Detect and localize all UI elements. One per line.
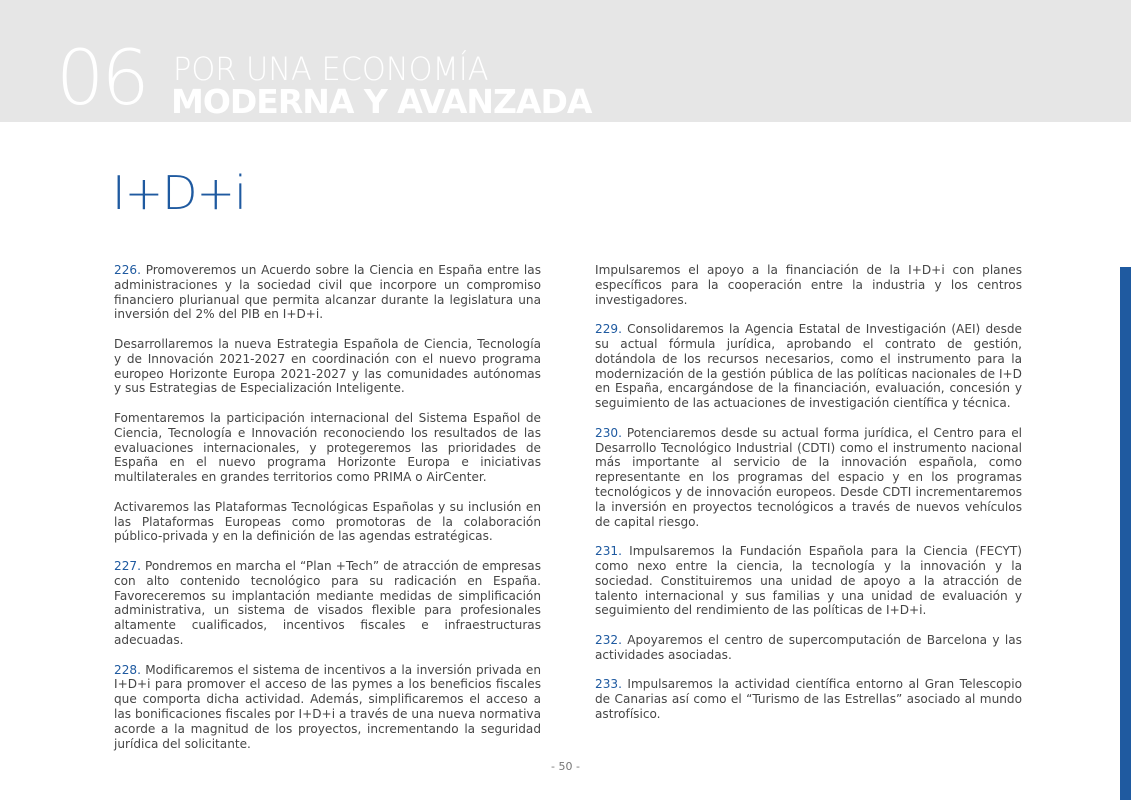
paragraph-text: Fomentaremos la participación internacional del Sistema Español de Ciencia, Tecnología e Innovación reconociendo los resultados de las evaluaciones internacionales, y protegeremos las prioridades de España en el nuevo programa Horizonte Europa e iniciativas multilaterales en grandes territorios como PRIMA o AirCenter. bbox=[114, 410, 541, 485]
item-number: 231. bbox=[595, 544, 622, 559]
paragraph bbox=[114, 500, 541, 544]
paragraph-text: Impulsaremos la Fundación Española para la Ciencia (FECYT) como nexo entre la ciencia, la tecnología y la innovación y la sociedad. Constituiremos una unidad de apoyo a la atracción de talento internacional y sus familias y una unidad de evaluación y seguimiento del rendimiento de las políticas de I+D+i. bbox=[595, 544, 1022, 618]
section-title: I+D+i bbox=[112, 166, 246, 220]
chapter-number: 06 bbox=[56, 33, 147, 122]
paragraph-text: Pondremos en marcha el “Plan +Tech” de atracción de empresas con alto contenido tecnológico para su radicación en España. Favoreceremos su implantación mediante medidas de simplificación administrativa, un sistema de visados flexible para profesionales altamente cualificados, incentivos fiscales e infraestructuras adecuadas. bbox=[114, 558, 541, 647]
paragraph-text: Desarrollaremos la nueva Estrategia Española de Ciencia, Tecnología y de Innovación 2021-2027 en coordinación con el nuevo programa europeo Horizonte Europa 2021-2027 y las comunidades autónomas y sus Estrategias de Especialización Inteligente. bbox=[114, 336, 541, 396]
right-column bbox=[595, 263, 1022, 737]
paragraph-text: Activaremos las Plataformas Tecnológicas Españolas y su inclusión en las Plataformas Europeas como promotoras de la colaboración público-privada y en la definición de las agendas estratégicas. bbox=[114, 499, 541, 544]
paragraph bbox=[114, 411, 541, 485]
paragraph-text: Apoyaremos el centro de supercomputación de Barcelona y las actividades asociadas. bbox=[595, 632, 1022, 662]
chapter-header-band bbox=[0, 0, 1131, 122]
paragraph-text: Modificaremos el sistema de incentivos a la inversión privada en I+D+i para promover el acceso de las pymes a los beneficios fiscales que comporta dicha actividad. Además, simplificaremos el acceso a las bonificaciones fiscales por I+D+i a través de una nueva normativa acorde a la magnitud de los proyectos, incrementando la seguridad jurídica del solicitante. bbox=[114, 662, 541, 751]
left-column bbox=[114, 263, 541, 766]
paragraph-text: Impulsaremos la actividad científica entorno al Gran Telescopio de Canarias así como el “Turismo de las Estrellas” asociado al mundo astrofísico. bbox=[595, 677, 1022, 721]
side-accent-bar bbox=[1120, 267, 1131, 800]
paragraph bbox=[595, 677, 1022, 721]
item-number: 232. bbox=[595, 632, 622, 647]
paragraph bbox=[595, 544, 1022, 618]
paragraph-text: Promoveremos un Acuerdo sobre la Ciencia en España entre las administraciones y la sociedad civil que incorpore un compromiso financiero plurianual que permita alcanzar durante la legislatura una inversión del 2% del PIB en I+D+i. bbox=[114, 263, 541, 322]
item-number: 233. bbox=[595, 677, 622, 692]
paragraph bbox=[114, 663, 541, 752]
page-number: - 50 - bbox=[551, 760, 580, 773]
paragraph bbox=[114, 337, 541, 396]
paragraph bbox=[595, 322, 1022, 411]
paragraph bbox=[114, 263, 541, 322]
item-number: 228. bbox=[114, 662, 141, 677]
chapter-title-line1: POR UNA ECONOMÍA bbox=[173, 50, 489, 88]
paragraph-text: Potenciaremos desde su actual forma jurídica, el Centro para el Desarrollo Tecnológico Industrial (CDTI) como el instrumento nacional más importante al servicio de la innovación española, como representante en los programas del espacio y en los programas tecnológicos y de innovación europeos. Desde CDTI incrementaremos la inversión en proyectos tecnológicos a través de nuevos vehículos de capital riesgo. bbox=[595, 425, 1022, 529]
paragraph bbox=[595, 426, 1022, 530]
paragraph bbox=[595, 263, 1022, 307]
paragraph-text: Consolidaremos la Agencia Estatal de Investigación (AEI) desde su actual fórmula jurídica, aprobando el contrato de gestión, dotándola de los recursos necesarios, como el instrumento para la modernización de la gestión pública de las políticas nacionales de I+D en España, encargándose de la financiación, evaluación, concesión y seguimiento de las actuaciones de investigación científica y técnica. bbox=[595, 322, 1022, 411]
paragraph bbox=[114, 559, 541, 648]
paragraph-text: Impulsaremos el apoyo a la financiación de la I+D+i con planes específicos para la cooperación entre la industria y los centros investigadores. bbox=[595, 263, 1022, 307]
item-number: 226. bbox=[114, 263, 141, 277]
item-number: 230. bbox=[595, 425, 622, 440]
item-number: 227. bbox=[114, 558, 141, 573]
paragraph bbox=[595, 633, 1022, 663]
chapter-title-line2: MODERNA Y AVANZADA bbox=[171, 82, 592, 121]
item-number: 229. bbox=[595, 322, 622, 337]
